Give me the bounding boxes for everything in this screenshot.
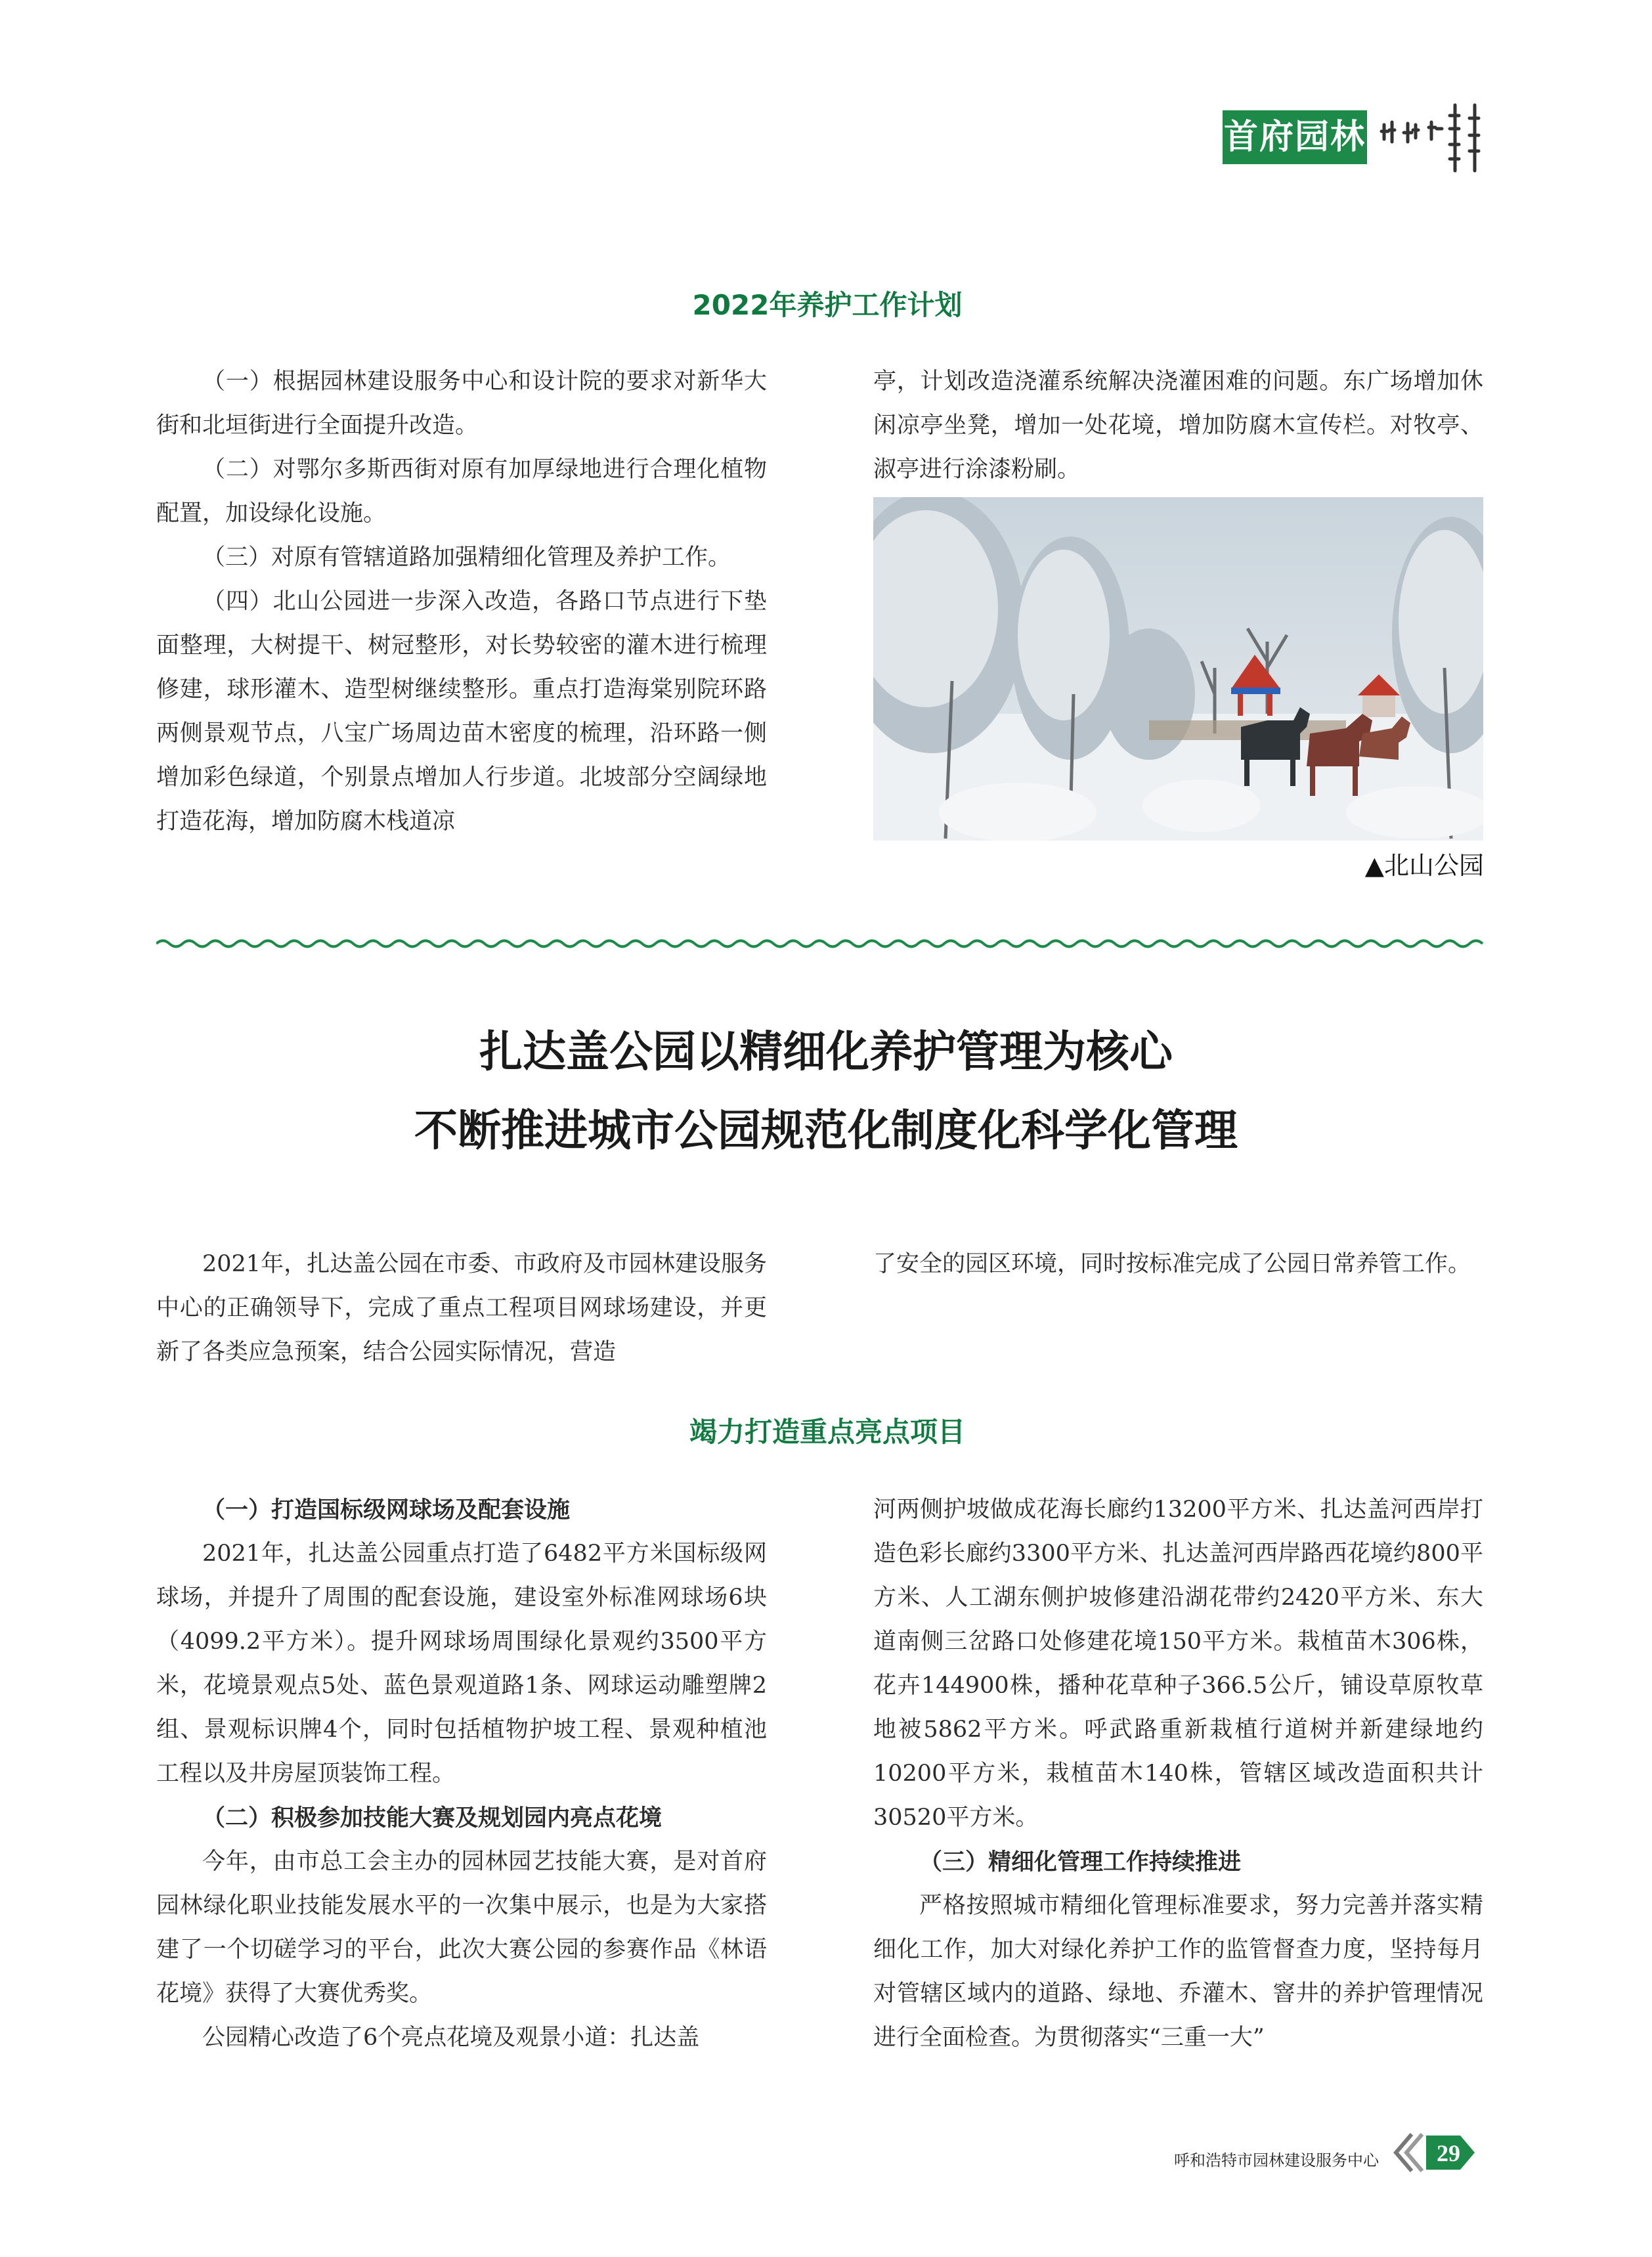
plan-item-3: （三）对原有管辖道路加强精细化管理及养护工作。	[202, 544, 731, 571]
plan-item-4-continued: 亭，计划改造浇灌系统解决浇灌困难的问题。东广场增加休闲凉亭坐凳，增加一处花境，增加防腐木宣传栏。对牧亭、淑亭进行涂漆粉刷。	[873, 368, 1483, 483]
mongolian-script-logo	[1376, 99, 1494, 177]
article-title-line1: 扎达盖公园以精细化养护管理为核心	[479, 1026, 1173, 1077]
body-left-column	[156, 1488, 767, 2060]
intro-right-column	[873, 1242, 1483, 1286]
beishan-park-photo	[873, 497, 1483, 841]
subsection-2-paragraph-1: 今年，由市总工会主办的园林园艺技能大赛，是对首府园林绿化职业技能发展水平的一次集中展示，也是为大家搭建了一个切磋学习的平台，此次大赛公园的参赛作品《林语花境》获得了大赛优秀奖。	[156, 1849, 767, 2007]
plan-right-column	[873, 360, 1483, 492]
magazine-logo: 首府园林	[1223, 110, 1367, 164]
page-number: 29	[1437, 2140, 1460, 2166]
subsection-1-paragraph: 2021年，扎达盖公园重点打造了6482平方米国标级网球场，并提升了周围的配套设施，建设室外标准网球场6块（4099.2平方米）。提升网球场周围绿化景观约3500平方米，花境景观点5处、蓝色景观道路1条、网球运动雕塑牌2组、景观标识牌4个，同时包括植物护坡工程、景观种植池工程以及井房屋顶装饰工程。	[156, 1541, 767, 1787]
subsection-1-heading: （一）打造国标级网球场及配套设施	[202, 1497, 571, 1523]
footer-organization: 呼和浩特市园林建设服务中心	[1174, 2151, 1379, 2170]
plan-item-4: （四）北山公园进一步深入改造，各路口节点进行下垫面整理，大树提干、树冠整形，对长势较密的灌木进行梳理修建，球形灌木、造型树继续整形。重点打造海棠别院环路两侧景观节点，八宝广场周边苗木密度的梳理，沿环路一侧增加彩色绿道，个别景点增加人行步道。北坡部分空阔绿地打造花海，增加防腐木栈道凉	[156, 588, 767, 835]
intro-left-column	[156, 1242, 767, 1374]
subsection-3-paragraph: 严格按照城市精细化管理标准要求，努力完善并落实精细化工作，加大对绿化养护工作的监管督查力度，坚持每月对管辖区域内的道路、绿地、乔灌木、窨井的养护管理情况进行全面检查。为贯彻落实“三重一大”	[873, 1893, 1483, 2051]
plan-left-column	[156, 360, 767, 844]
subsection-3-heading: （三）精细化管理工作持续推进	[919, 1849, 1242, 1875]
subsection-2-paragraph-2: 公园精心改造了6个亮点花境及观景小道：扎达盖	[202, 2025, 700, 2051]
intro-paragraph-continued: 了安全的园区环境，同时按标准完成了公园日常养管工作。	[873, 1251, 1471, 1277]
plan-item-2: （二）对鄂尔多斯西街对原有加厚绿地进行合理化植物配置，加设绿化设施。	[156, 456, 767, 527]
intro-paragraph: 2021年，扎达盖公园在市委、市政府及市园林建设服务中心的正确领导下，完成了重点工程项目网球场建设，并更新了各类应急预案，结合公园实际情况，营造	[156, 1251, 767, 1365]
photo-caption: ▲北山公园	[1364, 851, 1484, 880]
section-heading-highlights: 竭力打造重点亮点项目	[689, 1416, 965, 1448]
article-title-line2: 不断推进城市公园规范化制度化科学化管理	[414, 1105, 1238, 1156]
subsection-2-paragraph-continued: 河两侧护坡做成花海长廊约13200平方米、扎达盖河西岸打造色彩长廊约3300平方米、扎达盖河西岸路西花境约800平方米、人工湖东侧护坡修建沿湖花带约2420平方米、东大道南侧三岔路口处修建花境150平方米。栽植苗木306株，花卉144900株，播种花草种子366.5公斤，铺设草原牧草地被5862平方米。呼武路重新栽植行道树并新建绿地约10200平方米，栽植苗木140株，管辖区域改造面积共计30520平方米。	[873, 1497, 1483, 1831]
plan-item-1: （一）根据园林建设服务中心和设计院的要求对新华大街和北垣街进行全面提升改造。	[156, 368, 767, 439]
section-heading-plan: 2022年养护工作计划	[692, 289, 963, 321]
wave-divider	[156, 936, 1484, 951]
body-right-column	[873, 1488, 1483, 2060]
subsection-2-heading: （二）积极参加技能大赛及规划园内亮点花境	[202, 1805, 663, 1831]
page-number-badge	[1392, 2130, 1484, 2175]
